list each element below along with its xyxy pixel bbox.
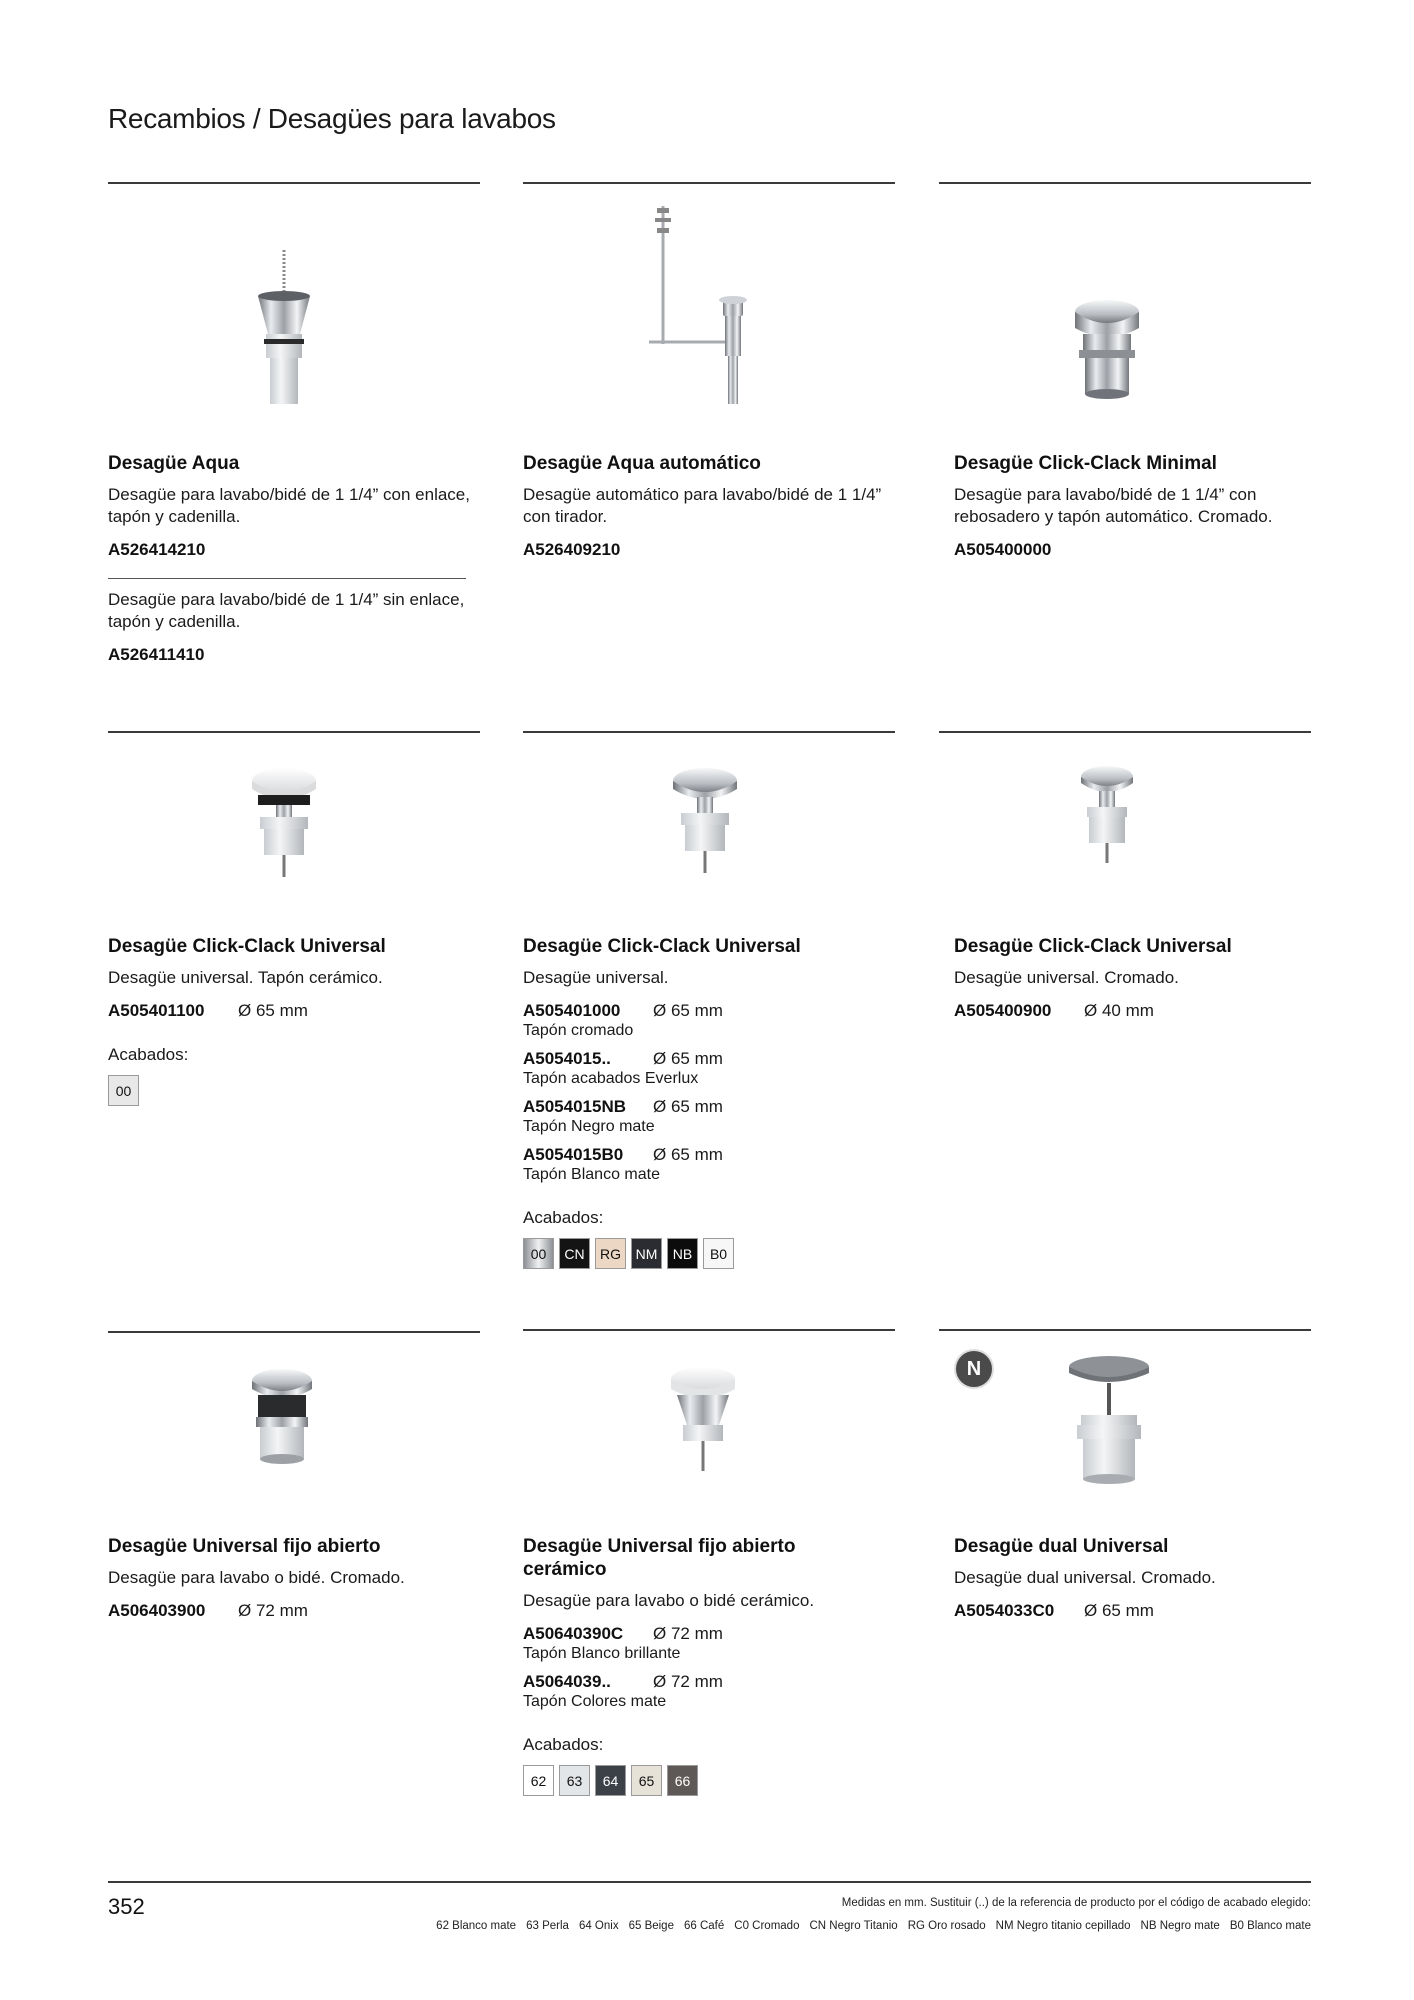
finish-swatch: 00 [523, 1238, 554, 1269]
product-reference: A505401100 [108, 1001, 205, 1020]
finishes-label: Acabados: [523, 1208, 604, 1227]
finish-code: 64 Onix [578, 1920, 619, 1932]
product-name: Desagüe Click-Clack Universal [108, 936, 386, 957]
finish-code: CN Negro Titanio [809, 1920, 898, 1932]
product-name: Desagüe Universal fijo abierto [108, 1536, 381, 1557]
product-diameter: Ø 40 mm [1084, 1001, 1154, 1020]
reference-subtitle: Tapón Blanco brillante [523, 1645, 681, 1662]
footer-rule [108, 1881, 1311, 1883]
product-description-2: Desagüe para lavabo/bidé de 1 1/4” sin enlace, tapón y cadenilla. [108, 590, 465, 631]
product-name: Desagüe Aqua [108, 453, 240, 474]
finish-code: NB Negro mate [1140, 1920, 1220, 1932]
product-reference: A505400000 [954, 540, 1052, 559]
product-image-dual [939, 1331, 1311, 1561]
product-reference: A526409210 [523, 540, 621, 559]
finish-swatches [523, 1765, 895, 1796]
finish-swatch: RG [595, 1238, 626, 1269]
product-description: Desagüe dual universal. Cromado. [954, 1568, 1216, 1587]
product-card-aqua [108, 182, 480, 664]
product-reference: A5054015NB [523, 1097, 627, 1116]
finish-code: 62 Blanco mate [436, 1920, 517, 1932]
product-diameter: Ø 65 mm [238, 1001, 308, 1020]
product-diameter: Ø 72 mm [653, 1624, 723, 1643]
product-card-fixed-open [108, 1331, 480, 1620]
product-name: Desagüe Click-Clack Minimal [954, 453, 1217, 474]
finish-swatch: 62 [523, 1765, 554, 1796]
product-card-universal-finishes [523, 731, 895, 1262]
reference-subtitle: Tapón Colores mate [523, 1693, 667, 1710]
new-badge: N [954, 1349, 994, 1389]
product-card-dual [939, 1329, 1311, 1620]
product-description: Desagüe automático para lavabo/bidé de 1 1/4” con tirador. [523, 485, 882, 526]
product-description: Desagüe universal. Cromado. [954, 968, 1179, 987]
product-info [523, 452, 895, 560]
product-description: Desagüe para lavabo/bidé de 1 1/4” con rebosadero y tapón automático. Cromado. [954, 485, 1273, 526]
finish-swatch: 63 [559, 1765, 590, 1796]
reference-entry [523, 1145, 895, 1184]
product-info [523, 935, 895, 1269]
product-card-aqua-auto [523, 182, 895, 559]
product-image-universal-ceramic [108, 733, 480, 963]
finish-swatch: 65 [631, 1765, 662, 1796]
product-diameter: Ø 65 mm [653, 1049, 723, 1068]
product-name: Desagüe dual Universal [954, 1536, 1169, 1557]
product-reference-2: A526411410 [108, 645, 205, 664]
product-diameter: Ø 65 mm [653, 1145, 723, 1164]
product-info [954, 452, 1326, 560]
product-reference: A506403900 [108, 1601, 206, 1620]
finish-code-legend [436, 1920, 1311, 1932]
product-description: Desagüe universal. Tapón cerámico. [108, 968, 383, 987]
product-image-aqua [108, 184, 480, 414]
finish-code: 65 Beige [628, 1920, 674, 1932]
finish-swatch: NM [631, 1238, 662, 1269]
product-reference: A505400900 [954, 1001, 1052, 1020]
product-diameter: Ø 65 mm [1084, 1601, 1154, 1620]
reference-entry [523, 1672, 895, 1711]
product-name: Desagüe Universal fijo abierto cerámico [523, 1536, 796, 1580]
product-reference: A5054015B0 [523, 1145, 624, 1164]
product-diameter: Ø 65 mm [653, 1001, 723, 1020]
finish-swatches [108, 1075, 480, 1106]
reference-entry [523, 1097, 895, 1136]
product-diameter: Ø 65 mm [653, 1097, 723, 1116]
product-image-minimal [939, 184, 1311, 414]
finish-code: RG Oro rosado [907, 1920, 986, 1932]
product-reference: A50640390C [523, 1624, 624, 1643]
product-info [108, 1535, 480, 1621]
finish-swatches [523, 1238, 895, 1269]
divider [108, 578, 466, 579]
reference-entry [523, 1049, 895, 1088]
product-info [523, 1535, 895, 1796]
product-info [954, 935, 1326, 1021]
finish-swatch: 64 [595, 1765, 626, 1796]
product-description: Desagüe para lavabo o bidé cerámico. [523, 1591, 815, 1610]
finish-code: C0 Cromado [734, 1920, 800, 1932]
finish-code: 66 Café [683, 1920, 725, 1932]
reference-subtitle: Tapón Blanco mate [523, 1166, 660, 1183]
finish-swatch: CN [559, 1238, 590, 1269]
product-info [108, 935, 480, 1106]
reference-entry [523, 1624, 895, 1663]
reference-subtitle: Tapón acabados Everlux [523, 1070, 699, 1087]
product-reference: A5054015.. [523, 1049, 611, 1068]
finish-swatch: NB [667, 1238, 698, 1269]
product-image-universal-finishes [523, 733, 895, 963]
product-image-fixed-open-ceramic [523, 1331, 895, 1561]
product-diameter: Ø 72 mm [238, 1601, 308, 1620]
product-info [954, 1535, 1326, 1621]
product-card-universal-ceramic [108, 731, 480, 1099]
product-info [108, 452, 480, 665]
finishes-label: Acabados: [523, 1735, 604, 1754]
finishes-label: Acabados: [108, 1045, 189, 1064]
page-number: 352 [108, 1894, 145, 1919]
product-diameter: Ø 72 mm [653, 1672, 723, 1691]
reference-subtitle: Tapón cromado [523, 1022, 634, 1039]
product-description: Desagüe para lavabo o bidé. Cromado. [108, 1568, 405, 1587]
product-name: Desagüe Aqua automático [523, 453, 761, 474]
product-image-aqua-auto [523, 184, 895, 414]
product-description: Desagüe universal. [523, 968, 669, 987]
product-name: Desagüe Click-Clack Universal [954, 936, 1232, 957]
product-reference: A526414210 [108, 540, 206, 559]
product-card-universal-chrome [939, 731, 1311, 1020]
finish-code: NM Negro titanio cepillado [995, 1920, 1131, 1932]
finish-swatch: B0 [703, 1238, 734, 1269]
finish-swatch: 66 [667, 1765, 698, 1796]
product-name: Desagüe Click-Clack Universal [523, 936, 801, 957]
product-card-minimal [939, 182, 1311, 559]
reference-subtitle: Tapón Negro mate [523, 1118, 655, 1135]
product-card-fixed-open-ceramic [523, 1329, 895, 1789]
finish-code: 63 Perla [526, 1920, 569, 1932]
product-reference: A5054033C0 [954, 1601, 1055, 1620]
product-description: Desagüe para lavabo/bidé de 1 1/4” con enlace, tapón y cadenilla. [108, 485, 470, 526]
product-image-fixed-open [108, 1333, 480, 1563]
finish-swatch: 00 [108, 1075, 139, 1106]
product-reference: A5064039.. [523, 1672, 611, 1691]
footer-note: Medidas en mm. Sustituir (..) de la referencia de producto por el código de acabado elegido: [841, 1897, 1311, 1909]
product-reference: A505401000 [523, 1001, 621, 1020]
page-title: Recambios / Desagües para lavabos [108, 103, 556, 134]
product-image-universal-chrome [939, 733, 1311, 963]
reference-entry [523, 1001, 895, 1040]
finish-code: B0 Blanco mate [1229, 1920, 1311, 1932]
